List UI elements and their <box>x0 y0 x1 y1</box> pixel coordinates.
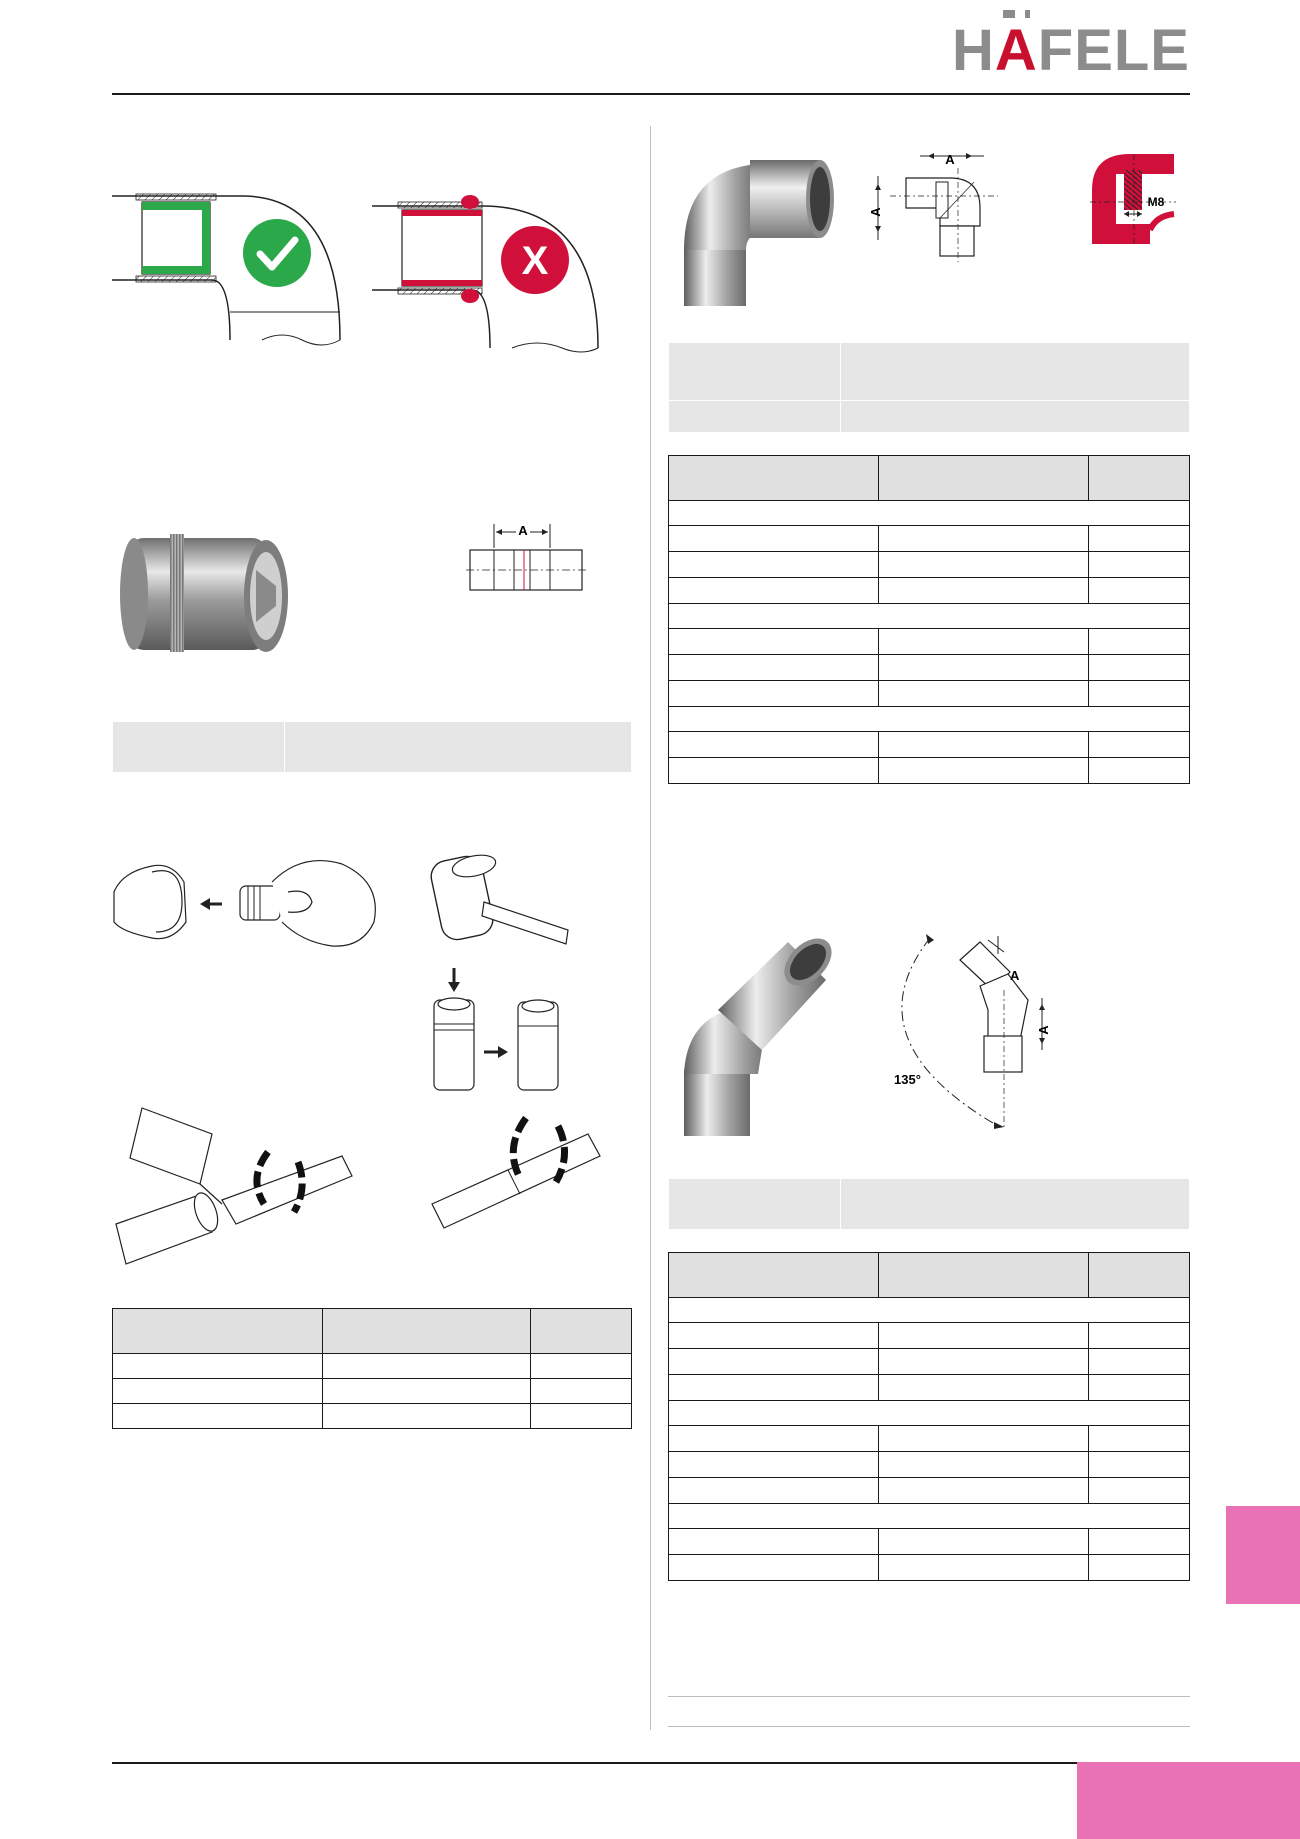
table-header-cell <box>1089 456 1190 501</box>
hafele-logo <box>951 18 1190 83</box>
elbow-135-photo <box>678 940 828 1140</box>
footnote-rule <box>668 1726 1190 1727</box>
spec-cell <box>285 722 632 773</box>
chapter-tab <box>1226 1506 1300 1604</box>
table-group-row <box>669 604 1190 629</box>
connector-photo <box>116 526 296 658</box>
connector-article-table <box>112 1308 632 1429</box>
table-group-row <box>669 1401 1190 1426</box>
table-header-cell <box>669 456 879 501</box>
table-row <box>669 1478 1190 1504</box>
table-group-row <box>669 707 1190 732</box>
table-row <box>669 578 1190 604</box>
column-divider <box>650 126 651 1730</box>
spec-cell <box>841 1179 1190 1230</box>
elbow-90-article-table <box>668 455 1190 784</box>
connector-dimension-drawing <box>466 520 586 596</box>
table-row <box>113 1404 632 1429</box>
table-row <box>669 1349 1190 1375</box>
header-rule <box>112 93 1190 95</box>
spec-cell <box>841 401 1190 433</box>
spec-cell <box>669 343 841 401</box>
spec-cell <box>841 343 1190 401</box>
table-group-row <box>669 1504 1190 1529</box>
assembly-step-rotate <box>428 1104 608 1234</box>
table-row <box>669 1529 1190 1555</box>
spec-cell <box>669 401 841 433</box>
table-row <box>113 1354 632 1379</box>
table-header-cell <box>1089 1253 1190 1298</box>
table-header-cell <box>531 1309 632 1354</box>
spec-cell <box>669 1179 841 1230</box>
angle-135-label: 135° <box>894 1072 921 1087</box>
table-header-cell <box>879 1253 1089 1298</box>
incorrect-joint-diagram <box>372 190 602 350</box>
assembly-step-glue <box>112 1104 352 1284</box>
footnote-rule <box>668 1696 1190 1697</box>
table-header-cell <box>879 456 1089 501</box>
elbow-135-dimension-drawing <box>870 930 1060 1130</box>
table-row <box>669 1323 1190 1349</box>
dimension-a-label: A <box>945 152 955 167</box>
table-header-cell <box>113 1309 323 1354</box>
elbow-90-dimension-drawing <box>870 148 1000 264</box>
thread-m8-label: M8 <box>1147 195 1165 209</box>
check-icon <box>243 219 311 287</box>
table-group-row <box>669 1298 1190 1323</box>
dimension-a-label: A <box>518 523 528 538</box>
dimension-a-label: A <box>1010 968 1020 983</box>
page-number-block <box>1077 1762 1300 1839</box>
assembly-step-insert <box>112 852 382 952</box>
table-header-cell <box>669 1253 879 1298</box>
table-row <box>669 1426 1190 1452</box>
table-row <box>669 732 1190 758</box>
elbow-90-spec-block <box>668 342 1190 433</box>
assembly-step-hammer <box>428 852 578 1092</box>
elbow-135-article-table <box>668 1252 1190 1581</box>
table-row <box>669 758 1190 784</box>
table-row <box>669 1452 1190 1478</box>
elbow-90-photo <box>678 150 838 310</box>
footer-rule <box>112 1762 1078 1764</box>
table-row <box>669 1555 1190 1581</box>
table-row <box>669 681 1190 707</box>
correct-joint-diagram <box>112 190 342 350</box>
logo-text: HAFELE <box>951 18 1190 83</box>
table-header-cell <box>323 1309 531 1354</box>
table-group-row <box>669 501 1190 526</box>
table-row <box>669 629 1190 655</box>
spec-cell <box>113 722 285 773</box>
table-row <box>669 552 1190 578</box>
dimension-a-label-vertical: A <box>868 207 883 217</box>
table-row <box>669 526 1190 552</box>
elbow-135-spec-block <box>668 1178 1190 1230</box>
connector-spec-block <box>112 721 632 773</box>
dimension-a-label-vertical: A <box>1036 1025 1051 1035</box>
cross-mark: X <box>521 239 549 283</box>
table-row <box>669 1375 1190 1401</box>
table-row <box>113 1379 632 1404</box>
table-row <box>669 655 1190 681</box>
elbow-m8-thread-detail <box>1090 150 1176 246</box>
logo-umlaut-a: A <box>994 18 1038 83</box>
